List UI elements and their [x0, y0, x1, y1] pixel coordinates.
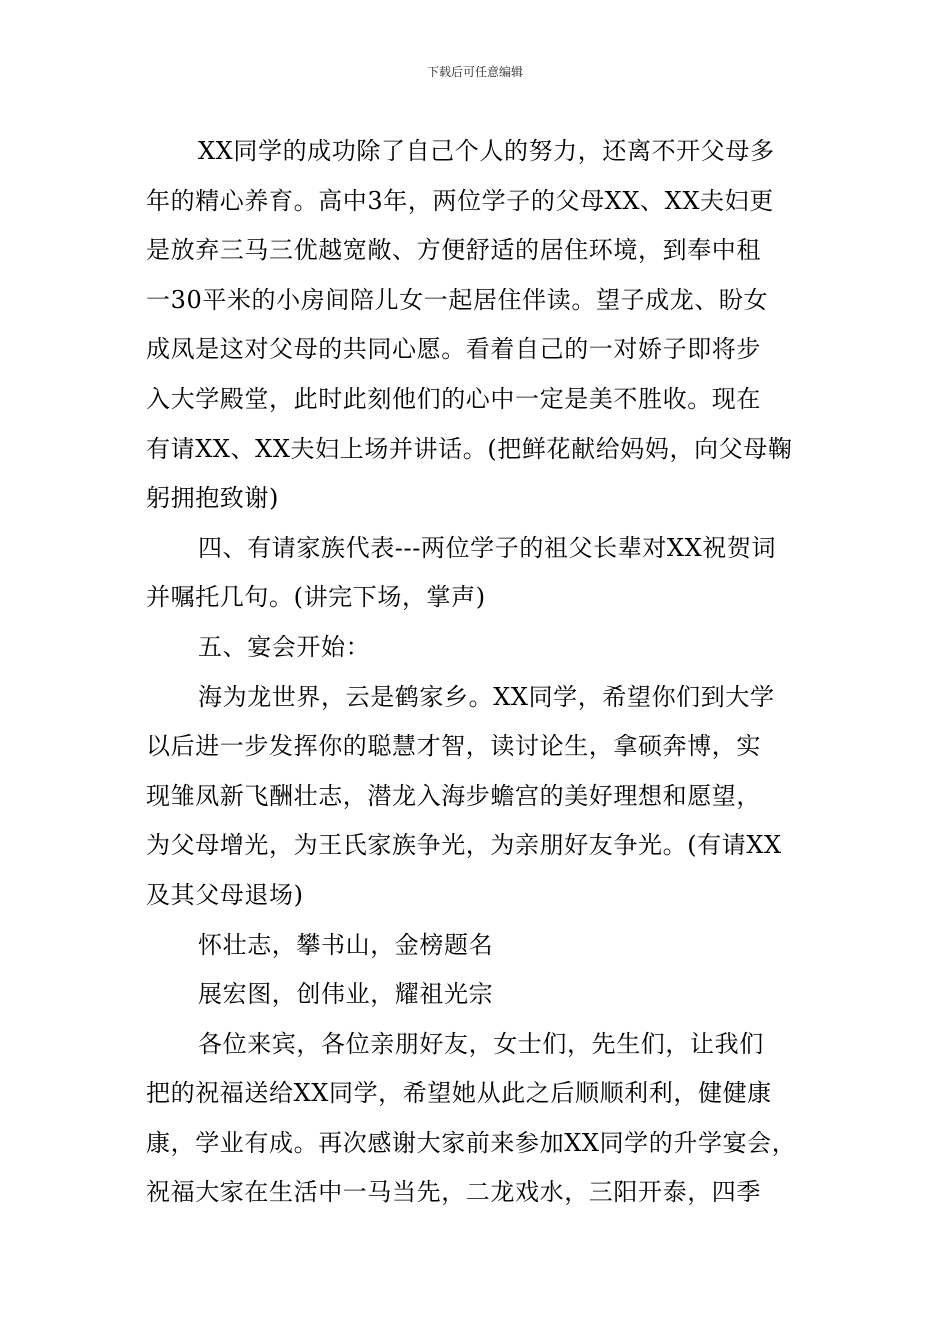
couplet-line: 怀壮志，攀书山，金榜题名: [198, 930, 494, 959]
paragraph-line: XX同学的成功除了自己个人的努力，还离不开父母多: [198, 137, 775, 165]
document-body: [146, 127, 826, 1218]
paragraph-line: 是放弃三马三优越宽敞、方便舒适的居住环境，到奉中租: [146, 236, 761, 265]
page-header: 下载后可任意编辑: [426, 65, 523, 79]
paragraph-line: 以后进一步发挥你的聪慧才智，读讨论生，拿硕奔博，实: [146, 732, 761, 761]
paragraph-line: 海为龙世界，云是鹤家乡。XX同学，希望你们到大学: [198, 682, 775, 711]
paragraph-line: 各位来宾，各位亲朋好友，女士们，先生们，让我们: [198, 1029, 764, 1058]
paragraph-line: 一30平米的小房间陪儿女一起居住伴读。望子成龙、盼女: [146, 285, 769, 314]
paragraph-line: 入大学殿堂，此时此刻他们的心中一定是美不胜收。现在: [146, 384, 761, 413]
section-heading: 五、宴会开始：: [198, 632, 371, 661]
paragraph-line: 成凤是这对父母的共同心愿。看着自己的一对娇子即将步: [146, 335, 761, 364]
paragraph-line: 把的祝福送给XX同学，希望她从此之后顺顺利利，健健康: [146, 1079, 772, 1108]
paragraph-line: 并嘱托几句。(讲完下场，掌声): [146, 583, 486, 612]
paragraph-line: 年的精心养育。高中3年，两位学子的父母XX、XX夫妇更: [146, 186, 774, 215]
couplet-line: 展宏图，创伟业，耀祖光宗: [198, 980, 494, 1009]
paragraph-line: 现雏凤新飞酬壮志，潜龙入海步蟾宫的美好理想和愿望，: [146, 781, 761, 810]
paragraph-line: 祝福大家在生活中一马当先，二龙戏水，三阳开泰，四季: [146, 1178, 761, 1207]
paragraph-line: 有请XX、XX夫妇上场并讲话。(把鲜花献给妈妈，向父母鞠: [146, 434, 793, 463]
paragraph-line: 及其父母退场): [146, 880, 304, 909]
paragraph-line: 为父母增光，为王氏家族争光，为亲朋好友争光。(有请XX: [146, 831, 782, 860]
paragraph-line: 躬拥抱致谢): [146, 484, 279, 513]
paragraph-line: 康，学业有成。再次感谢大家前来参加XX同学的升学宴会，: [146, 1128, 797, 1157]
paragraph-line: 四、有请家族代表---两位学子的祖父长辈对XX祝贺词: [198, 533, 777, 562]
